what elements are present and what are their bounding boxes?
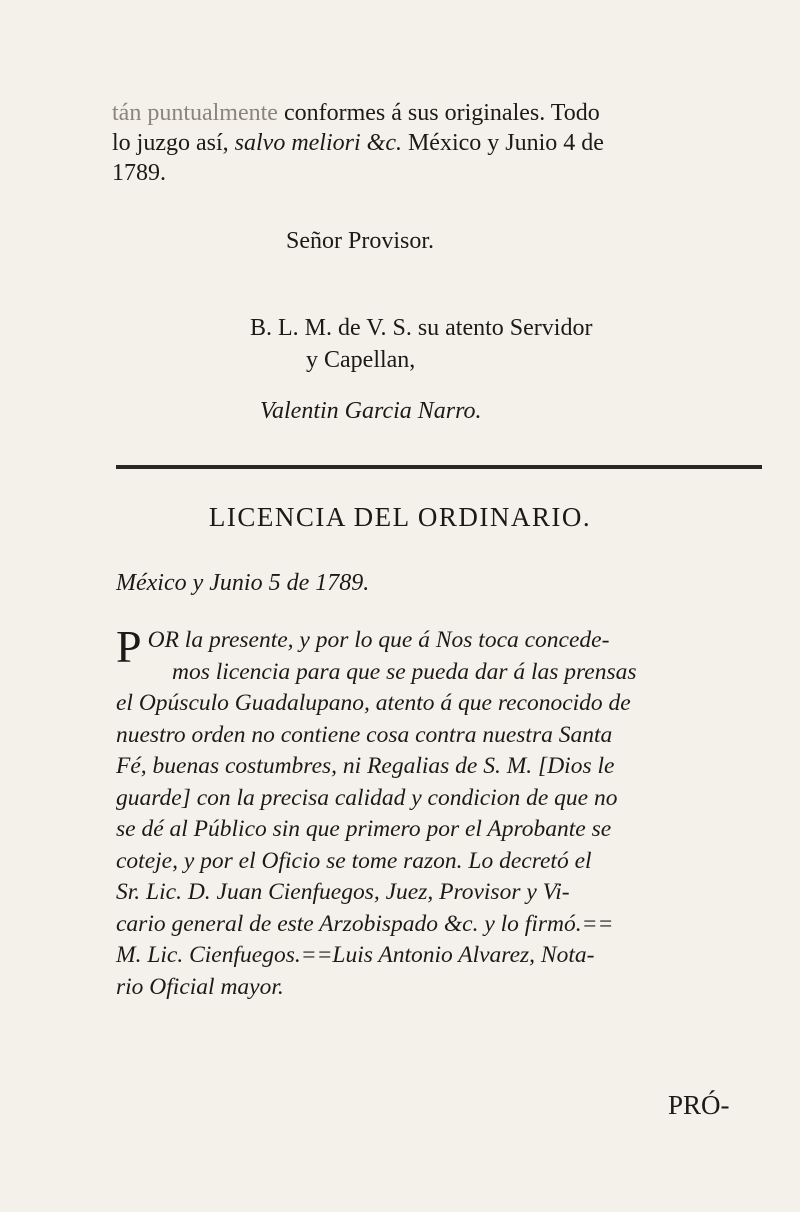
paragraph-line-1: conformes á sus originales. Todo: [277, 100, 600, 126]
body-line: nuestro orden no contiene cosa contra nuestra Santa: [116, 721, 613, 748]
faded-text: tán puntualmente: [112, 100, 278, 126]
body-line: M. Lic. Cienfuegos.==Luis Antonio Alvarez, Nota-: [116, 942, 595, 968]
closing-line-1: B. L. M. de V. S. su atento Servidor: [250, 315, 593, 341]
drop-cap: P: [116, 621, 142, 672]
body-line: guarde] con la precisa calidad y condicion de que no: [116, 784, 618, 811]
closing-formula: [250, 312, 592, 376]
body-line: OR la presente, y por lo que á Nos toca concede-: [147, 627, 610, 653]
greeting: Señor Provisor.: [286, 228, 435, 254]
closing-line-2: y Capellan,: [306, 347, 416, 373]
latin-phrase: salvo meliori &c.: [234, 130, 402, 156]
body-line: Fé, buenas costumbres, ni Regalias de S. M. [Dios le: [116, 753, 615, 779]
year: 1789.: [112, 160, 166, 186]
catchword: PRÓ-: [668, 1090, 730, 1120]
body-line: mos licencia para que se pueda dar á las prensas: [172, 658, 637, 685]
body-line: Sr. Lic. D. Juan Cienfuegos, Juez, Provisor y Vi-: [116, 879, 570, 905]
body-line: cario general de este Arzobispado &c. y lo firmó.==: [116, 910, 614, 937]
signature: Valentin Garcia Narro.: [260, 398, 482, 424]
body-line: el Opúsculo Guadalupano, atento á que reconocido de: [116, 690, 631, 716]
body-line: rio Oficial mayor.: [116, 973, 284, 1000]
opening-paragraph: [112, 98, 760, 188]
paragraph-line-2-start: lo juzgo así,: [112, 130, 235, 156]
paragraph-line-2-end: México y Junio 4 de: [401, 130, 604, 156]
section-heading: LICENCIA DEL ORDINARIO.: [208, 502, 592, 532]
divider-rule: [116, 465, 762, 469]
license-body: [116, 621, 762, 1003]
dateline: México y Junio 5 de 1789.: [116, 570, 370, 596]
body-line: coteje, y por el Oficio se tome razon. Lo decretó el: [116, 847, 592, 874]
body-line: se dé al Público sin que primero por el Aprobante se: [116, 816, 612, 842]
